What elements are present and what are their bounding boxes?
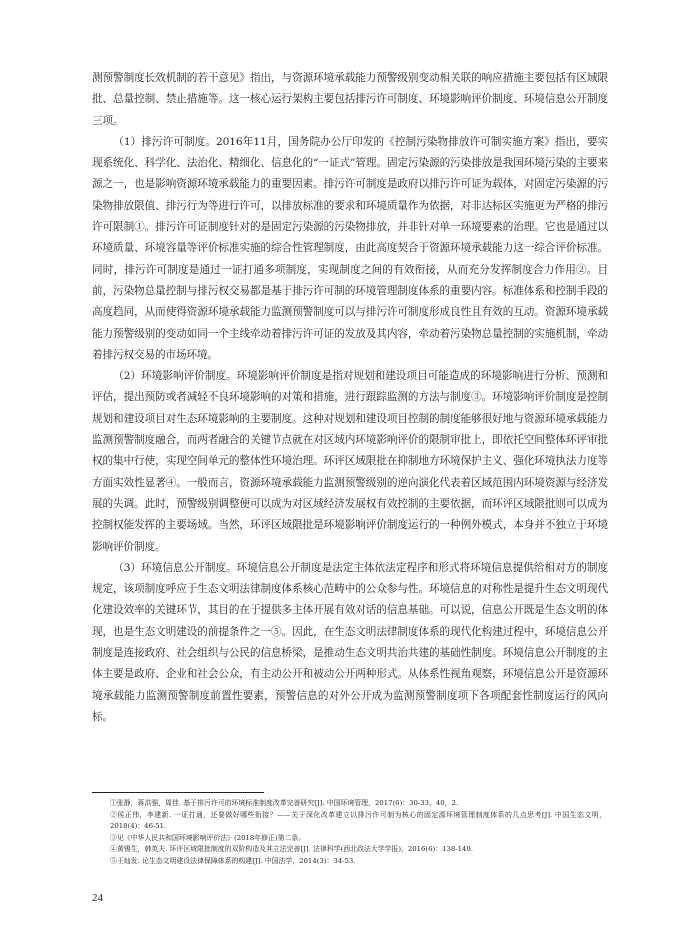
footnote-4: ④黄锡生，韩英夫. 环评区域限批制度的双阶构造及其立法完善[J]. 法律科学(西北政法大学学报)，2016(6)：138-149. [110, 845, 473, 854]
page-number: 24 [92, 892, 103, 904]
footnote-2: ②侯正伟，李建新. 一证打通，还要做好哪些衔接？——关于深化改革建立以排污许可制为核心的固定源环境管理制度体系的几点思考[J]. 中国生态文明，2018(4)：46-51. [110, 810, 606, 831]
body-text [92, 68, 608, 728]
footnote-1: ①张静，蒋洪强，周佳. 基于排污许可的环境标准制度改革完善研究[J]. 中国环境管理，2017(6)：30-33，40，2. [110, 799, 459, 807]
paragraph-environmental-impact-assessment: （2）环境影响评价制度。环境影响评价制度是指对规划和建设项目可能造成的环境影响进行分析、预测和评估，提出预防或者减轻不良环境影响的对策和措施，进行跟踪监测的方法与制度③。环境影响评价制度是控制规划和建设项目对生态环境影响的主要制度。这种对规划和建设项目控制的制度能够很好地与资源环境承载能力监测预警制度融合，而两者融合的关键节点就在对区域内环境影响评价的限制审批上，即依托空间整体环评审批权的集中行使，实现空间单元的整体性环境治理。环评区域限批在抑制地方环境保护主义、强化环境执法力度等方面实效性显著④。一般而言，资源环境承载能力监测预警级别的逆向演化代表着区域范围内环境资源与经济发展的失调。此时，预警级别调整便可以成为对区域经济发展权有效控制的主要依据，而环评区域限批则可以成为控制权能发挥的主要场域。当然，环评区域限批是环境影响评价制度运行的一种例外模式，本身并不独立于环境影响评价制度。 [92, 370, 608, 553]
paragraph-pollution-permit: （1）排污许可制度。2016年11月，国务院办公厅印发的《控制污染物排放许可制实施方案》指出，要实现系统化、科学化、法治化、精细化、信息化的“一证式”管理。固定污染源的污染排放是我国环境污染的主要来源之一，也是影响资源环境承载能力的重要因素。排污许可制度是政府以排污许可证为载体，对固定污染源的污染物排放限值、排污行为等进行许可，以排放标准的要求和环境质量作为依据，对非达标区实施更为严格的排污许可限制①。排污许可证制度针对的是固定污染源的污染物排放，并非针对单一环境要素的治理。它也是通过以环境质量、环境容量等评价标准实施的综合性管理制度，由此高度契合于资源环境承载能力这一综合评价标准。同时，排污许可制度是通过一证打通多项制度，实现制度之间的有效衔接，从而充分发挥制度合力作用②。目前，污染物总量控制与排污权交易都是基于排污许可制的环境管理制度体系的重要内容。标准体系和控制手段的高度趋同，从而使得资源环境承载能力监测预警制度可以与排污许可制度形成良性且有效的互动。资源环境承载能力预警级别的变动如同一个主线牵动着排污许可证的发放及其内容，牵动着污染物总量控制的实施机制，牵动着排污权交易的市场环境。 [92, 135, 608, 361]
footnote-divider [92, 792, 264, 793]
paragraph-continued: 测预警制度长效机制的若干意见》指出，与资源环境承载能力预警级别变动相关联的响应措施主要包括有区域限批、总量控制、禁止措施等。这一核心运行架构主要包括排污许可制度、环境影响评价制度、环境信息公开制度三项。 [92, 72, 608, 127]
footnotes [110, 798, 606, 868]
paragraph-environmental-information-disclosure: （3）环境信息公开制度。环境信息公开制度是法定主体依法定程序和形式将环境信息提供给相对方的制度规定，该项制度呼应于生态文明法律制度体系核心范畴中的公众参与性。环境信息的对称性是提升生态文明现代化建设效率的关键环节，其目的在于提供多主体开展有效对话的信息基础。可以说，信息公开既是生态文明的体现，也是生态文明建设的前提条件之一⑤。因此，在生态文明法律制度体系的现代化构建过程中，环境信息公开制度是连接政府、社会组织与公民的信息桥梁，是推动生态文明共治共建的基础性制度。环境信息公开制度的主体主要是政府、企业和社会公众，有主动公开和被动公开两种形式。从体系性视角观察，环境信息公开是资源环境承载能力监测预警制度前置性要素，预警信息的对外公开成为监测预警制度项下各项配套性制度运行的风向标。 [92, 561, 608, 723]
footnote-5: ⑤王灿发. 论生态文明建设法律保障体系的构建[J]. 中国法学，2014(3)：34-53. [110, 856, 356, 865]
footnote-3: ③见《中华人民共和国环境影响评价法》(2018年修正)第二条。 [110, 833, 306, 842]
